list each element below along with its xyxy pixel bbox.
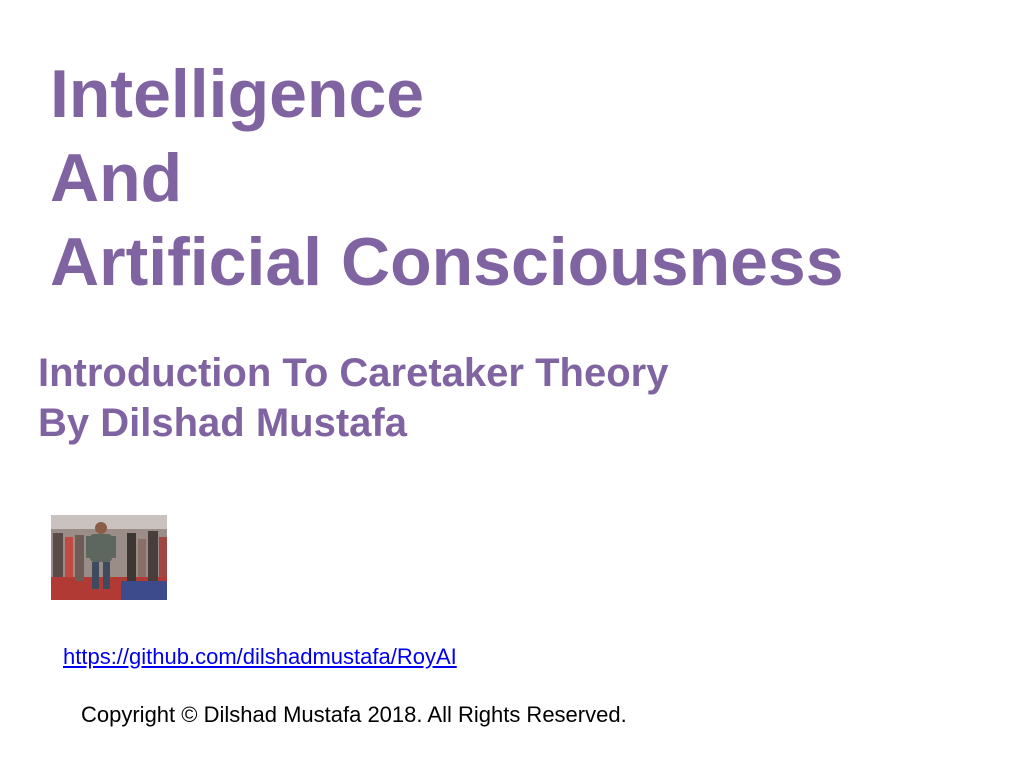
copyright-notice: Copyright © Dilshad Mustafa 2018. All Rights Reserved. — [81, 702, 627, 727]
title-line-3: Artificial Consciousness — [50, 224, 844, 300]
author-photo — [51, 515, 167, 600]
title-line-1: Intelligence — [50, 56, 425, 132]
title-line-2: And — [50, 140, 183, 216]
subtitle — [38, 348, 668, 448]
author-photo-image — [51, 515, 167, 600]
github-link[interactable]: https://github.com/dilshadmustafa/RoyAI — [63, 644, 457, 669]
page-title — [50, 52, 844, 304]
subtitle-line-2: By Dilshad Mustafa — [38, 401, 407, 445]
subtitle-line-1: Introduction To Caretaker Theory — [38, 351, 669, 395]
